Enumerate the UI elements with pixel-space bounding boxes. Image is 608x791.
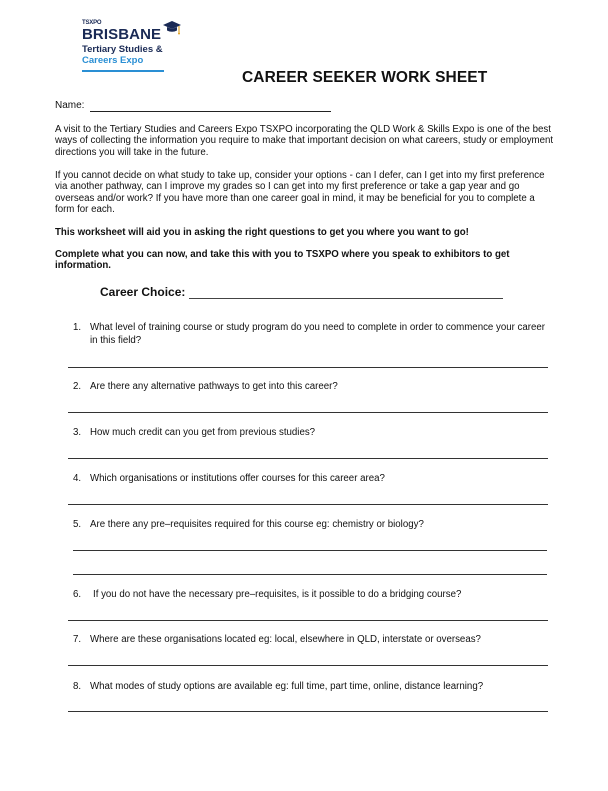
- question-text: If you do not have the necessary pre–requisites, is it possible to do a bridging course?: [93, 589, 462, 600]
- question-text: Where are these organisations located eg: local, elsewhere in QLD, interstate or overseas?: [90, 634, 481, 645]
- career-choice-label: Career Choice:: [100, 285, 186, 299]
- page-title: CAREER SEEKER WORK SHEET: [242, 69, 488, 86]
- question-text: Are there any pre–requisites required for this course eg: chemistry or biology?: [90, 519, 424, 530]
- question-item: [73, 426, 548, 439]
- question-item: [73, 472, 548, 485]
- answer-line[interactable]: [73, 550, 547, 551]
- question-item: [73, 380, 548, 393]
- logo-city-text: BRISBANE: [82, 26, 162, 43]
- name-label: Name:: [55, 100, 85, 111]
- answer-line[interactable]: [68, 458, 548, 459]
- answer-line[interactable]: [68, 711, 548, 712]
- logo-line2: Careers Expo: [82, 55, 144, 66]
- name-field-row: [55, 100, 84, 112]
- logo-line1: Tertiary Studies &: [82, 44, 163, 55]
- answer-line[interactable]: [73, 574, 547, 575]
- intro-paragraph: A visit to the Tertiary Studies and Careers Expo TSXPO incorporating the QLD Work & Skills Expo is one of the best ways of collecting the information you require to make that important decision on what careers, study or employment directions you will take in the future.: [55, 124, 554, 158]
- question-number: 7.: [73, 634, 82, 645]
- question-item: [73, 588, 548, 601]
- answer-line[interactable]: [68, 412, 548, 413]
- question-text: What level of training course or study program do you need to complete in order to commence your career in this field?: [90, 322, 546, 346]
- name-blank-line[interactable]: [90, 111, 331, 112]
- question-item: [73, 321, 548, 347]
- answer-line[interactable]: [68, 504, 548, 505]
- question-number: 5.: [73, 519, 82, 530]
- answer-line[interactable]: [68, 665, 548, 666]
- question-item: [73, 633, 548, 646]
- question-text: Which organisations or institutions offer courses for this career area?: [90, 473, 385, 484]
- question-item: [73, 680, 548, 693]
- answer-line[interactable]: [68, 367, 548, 368]
- question-number: 4.: [73, 473, 82, 484]
- career-choice-blank-line[interactable]: [189, 298, 503, 299]
- answer-line[interactable]: [68, 620, 548, 621]
- question-text: How much credit can you get from previous studies?: [90, 427, 316, 438]
- question-text: What modes of study options are available eg: full time, part time, online, distance learning?: [90, 681, 484, 692]
- career-choice-row: [100, 285, 185, 299]
- question-text: Are there any alternative pathways to get into this career?: [90, 381, 338, 392]
- question-number: 2.: [73, 381, 82, 392]
- graduation-cap-icon: [162, 20, 182, 36]
- question-number: 3.: [73, 427, 82, 438]
- question-item: [73, 518, 548, 531]
- question-number: 8.: [73, 681, 82, 692]
- question-number: 1.: [73, 322, 82, 333]
- worksheet-aid-paragraph: This worksheet will aid you in asking the right questions to get you where you want to go!: [55, 227, 469, 238]
- logo-underline: [82, 70, 164, 72]
- options-paragraph: If you cannot decide on what study to take up, consider your options - can I defer, can I get into my first preference via another pathway, can I improve my grades so I can get into my first preference or take a gap year and go overseas and/or work? If you have more than one career goal in mind, it may be beneficial for you to complete a form for each.: [55, 170, 545, 216]
- logo-tsxpo-text: TSXPO: [82, 20, 102, 26]
- complete-now-paragraph: Complete what you can now, and take this with you to TSXPO where you speak to exhibitors to get information.: [55, 249, 510, 272]
- tsxpo-brisbane-logo: [82, 20, 182, 78]
- question-number: 6.: [73, 589, 82, 600]
